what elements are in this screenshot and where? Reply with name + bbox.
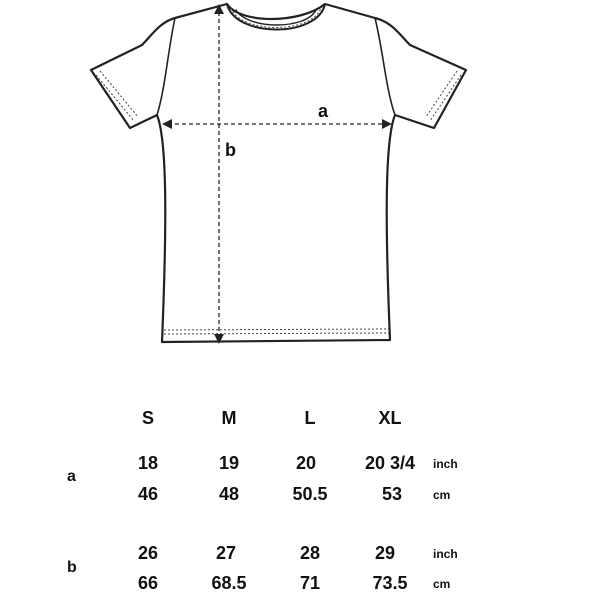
- table-cell: 27: [215, 543, 237, 563]
- table-cell: 68.5: [211, 573, 247, 593]
- table-cell: 18: [137, 453, 159, 473]
- table-cell: 29: [374, 543, 396, 563]
- table-cell: 53: [381, 484, 403, 504]
- unit-cm: cm: [433, 577, 451, 591]
- table-cell: 71: [299, 573, 321, 593]
- size-header-s: S: [141, 408, 155, 428]
- size-header-l: L: [304, 408, 316, 428]
- table-cell: 73.5: [372, 573, 408, 593]
- label-b: b: [225, 140, 236, 160]
- label-a: a: [318, 101, 329, 121]
- table-cell: 46: [137, 484, 159, 504]
- table-cell: 26: [137, 543, 159, 563]
- table-cell: 28: [299, 543, 321, 563]
- table-cell: 50.5: [292, 484, 328, 504]
- row-label-a: a: [67, 468, 76, 485]
- row-label-b: b: [67, 559, 77, 576]
- tshirt-body: [91, 4, 466, 342]
- unit-inch: inch: [433, 547, 458, 561]
- table-cell: 66: [137, 573, 159, 593]
- table-cell: 20 3/4: [364, 453, 416, 473]
- unit-cm: cm: [433, 488, 451, 502]
- table-cell: 48: [218, 484, 240, 504]
- table-cell: 20: [295, 453, 317, 473]
- table-cell: 19: [218, 453, 240, 473]
- size-header-m: M: [221, 408, 237, 428]
- unit-inch: inch: [433, 457, 458, 471]
- size-header-xl: XL: [378, 408, 402, 428]
- tshirt-outline: [91, 4, 466, 342]
